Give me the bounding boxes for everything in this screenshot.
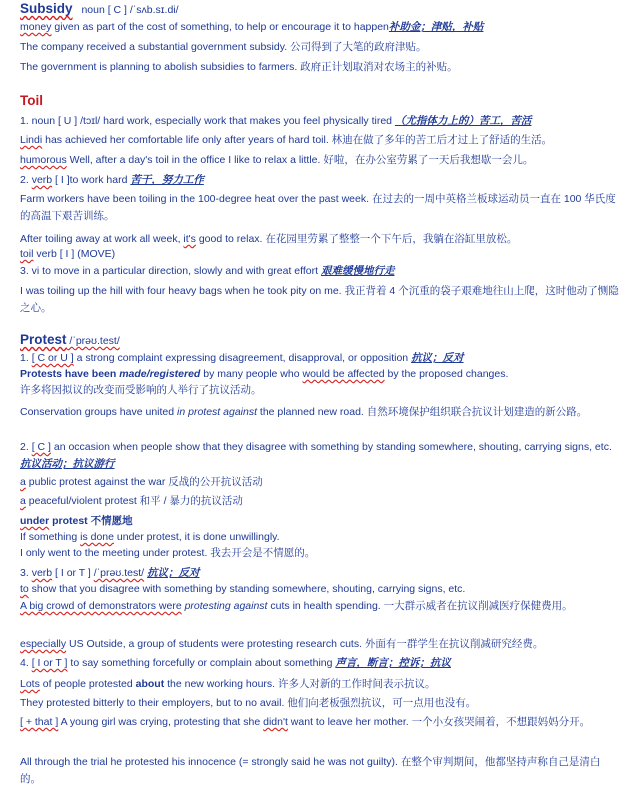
protest-sense-2: 2. [ C ] an occasion when people show that they disagree with something by standing somewhere, shouting, carrying signs, etc.抗议活动；抗议游行 (20, 441, 612, 470)
protest-example-11: All through the trial he protested his innocence (= strongly said he was not guilty). 在整个审判期间，他都坚持声称自己是清白的。 (20, 756, 601, 785)
protest-example-1: Protests have been made/registered by many people who would be affected by the proposed changes. (20, 368, 509, 380)
protest-example-1-translation: 许多将因拟议的改变而受影响的人举行了抗议活动。 (20, 384, 262, 396)
protest-example-2: Conservation groups have united in protest against the planned new road. 自然环境保护组织联合抗议计划建造的新公路。 (20, 406, 588, 418)
subsidy-translation: 补助金；津贴，补贴 (388, 21, 484, 33)
protest-sense-3: 3. verb [ I or T ] /ˈprəʊ.test/ 抗议；反对 (20, 567, 200, 579)
toil-sense-3: 3. vi to move in a particular direction, slowly and with great effort 艰难缓慢地行走 (20, 265, 395, 277)
subsidy-definition: money given as part of the cost of something, to help or encourage it to happen补助金；津贴，补贴 (20, 21, 484, 33)
headword-toil: Toil (20, 93, 43, 108)
protest-example-5: I only went to the meeting under protest. 我去开会是不情愿的。 (20, 547, 316, 559)
protest-example-4: a peaceful/violent protest 和平 / 暴力的抗议活动 (20, 495, 243, 507)
toil-example-3: Farm workers have been toiling in the 100-degree heat over the past week. 在过去的一周中英格兰板球运动员一直在 100 华氏度的高温下艰苦训练。 (20, 193, 616, 222)
protest-example-9: They protested bitterly to their employers, but to no avail. 他们向老板强烈抗议，可一点用也没有。 (20, 697, 477, 709)
protest-example-7: especially US Outside, a group of students were protesting research cuts. 外面有一群学生在抗议削减研究经费。 (20, 638, 544, 650)
entry-subsidy-header (20, 2, 620, 17)
entry-protest-header (20, 333, 620, 348)
toil-sense-2: 2. verb [ I ]to work hard 苦干，努力工作 (20, 174, 204, 186)
protest-phrase-under-protest: under protest 不情愿地 (20, 515, 133, 527)
entry-toil-header (20, 94, 620, 109)
protest-sense-3-definition: to show that you disagree with something by standing somewhere, shouting, carrying signs, etc. (20, 583, 466, 595)
protest-example-8: Lots of people protested about the new working hours. 许多人对新的工作时间表示抗议。 (20, 678, 436, 690)
toil-verb-move: toil verb [ I ] (MOVE) (20, 248, 116, 260)
protest-example-10: [ + that ] A young girl was crying, protesting that she didn't want to leave her mother. 一个小女孩哭闹着，不想跟妈妈分开。 (20, 716, 591, 728)
protest-sense-1: 1. [ C or U ] a strong complaint expressing disagreement, disapproval, or opposition 抗议；反对 (20, 352, 464, 364)
subsidy-example-1: The company received a substantial government subsidy. 公司得到了大笔的政府津贴。 (20, 41, 427, 53)
subsidy-pos: noun [ C ] /ˈsʌb.sɪ.di/ (81, 4, 179, 16)
protest-example-3: a public protest against the war 反战的公开抗议活动 (20, 476, 263, 488)
protest-example-6: A big crowd of demonstrators were protesting against cuts in health spending. 一大群示威者在抗议削减医疗保健费用。 (20, 600, 573, 612)
toil-example-1: Lindi has achieved her comfortable life only after years of hard toil. 林迪在做了多年的苦工后才过上了舒适的生活。 (20, 134, 553, 146)
subsidy-example-2: The government is planning to abolish subsidies to farmers. 政府正计划取消对农场主的补贴。 (20, 61, 458, 73)
protest-under-definition: If something is done under protest, it is done unwillingly. (20, 531, 280, 543)
protest-sense-4: 4. [ I or T ] to say something forcefully or complain about something 声言，断言；控诉；抗议 (20, 657, 451, 669)
headword-protest: Protest (20, 332, 67, 347)
toil-example-4: After toiling away at work all week, it's good to relax. 在花园里劳累了整整一个下午后，我躺在浴缸里放松。 (20, 233, 518, 245)
headword-subsidy: Subsidy (20, 1, 73, 16)
toil-example-2: humorous Well, after a day's toil in the office I like to relax a little. 好啦，在办公室劳累了一天后我想歇一会儿。 (20, 154, 534, 166)
toil-sense-1: 1. noun [ U ] /tɔɪl/ hard work, especially work that makes you feel physically tired （尤指体力上的）苦工，苦活 (20, 115, 532, 127)
protest-pronunciation: /ˈprəʊ.test/ (66, 335, 120, 347)
toil-example-5: I was toiling up the hill with four heavy bags when he took pity on me. 我正背着 4 个沉重的袋子艰难地往山上爬，这时他动了恻隐之心。 (20, 285, 619, 314)
